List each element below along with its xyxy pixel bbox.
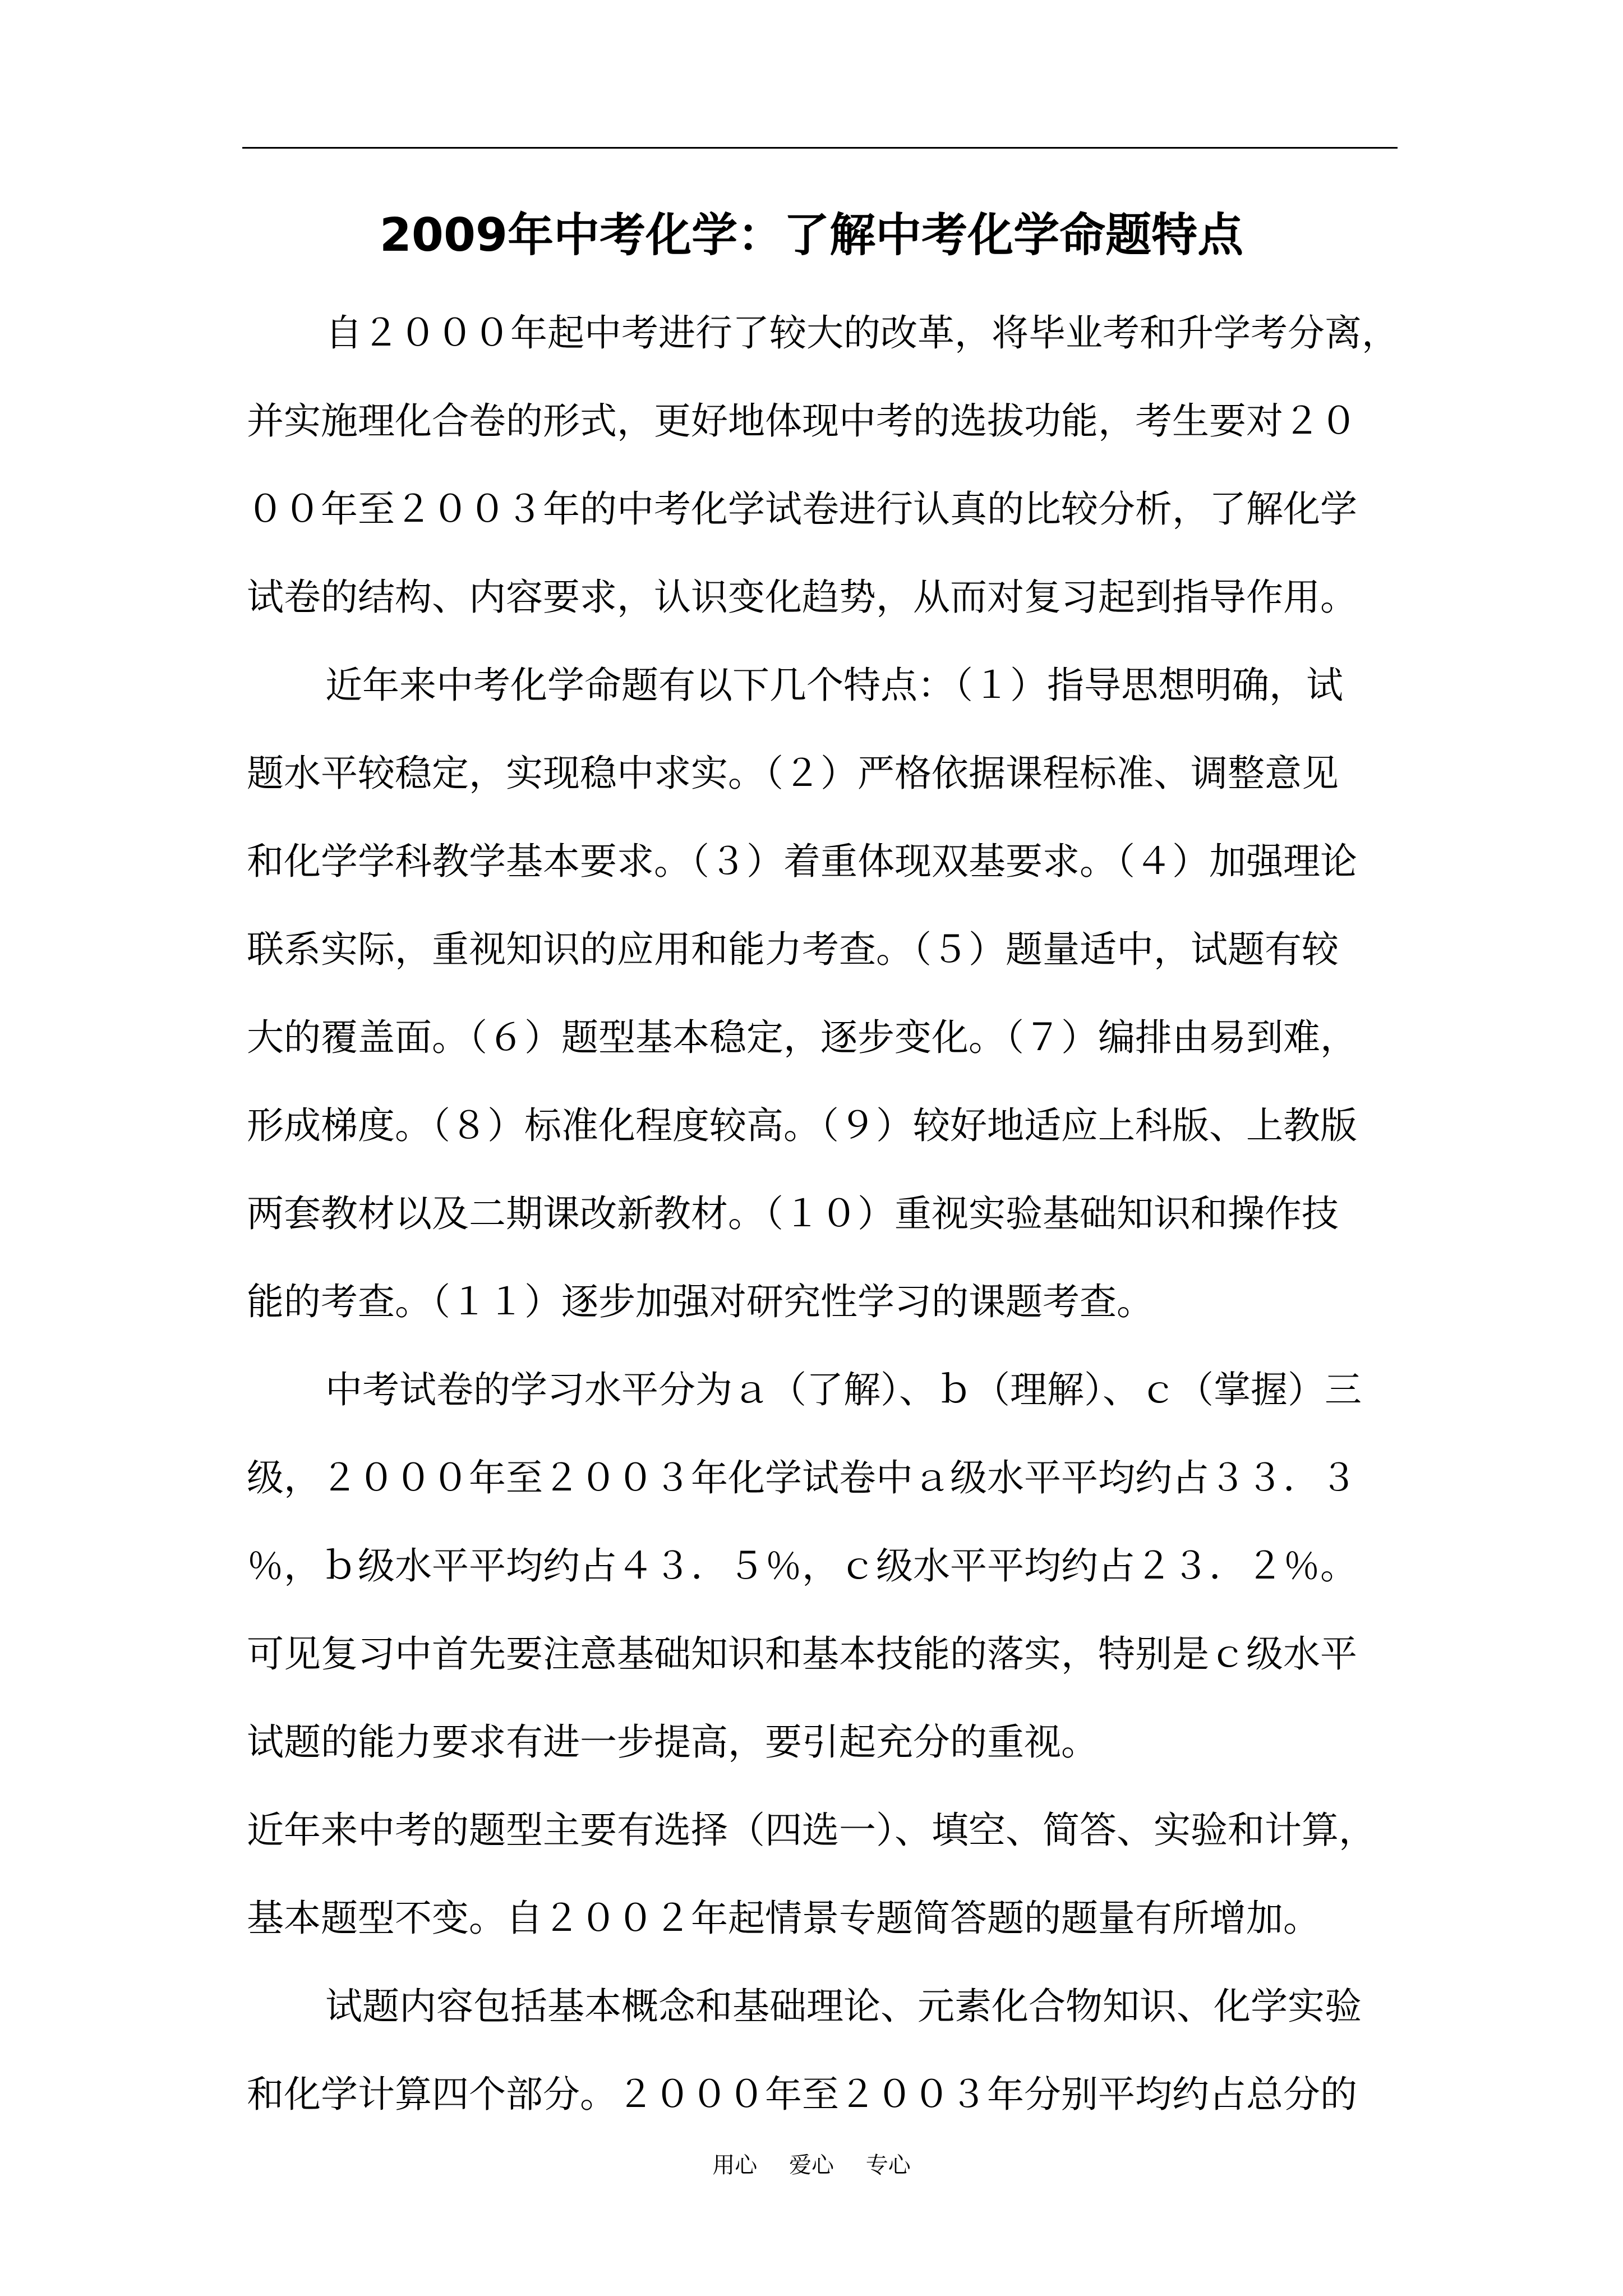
paragraph-line: ％，ｂ级水平平均约占４３．５％，ｃ级水平平均约占２３．２％。 (247, 1544, 1357, 1588)
footer-text: 用心 (712, 2152, 758, 2178)
paragraph-line: 和化学学科教学基本要求。（３）着重体现双基要求。（４）加强理论 (247, 840, 1357, 883)
paragraph-line: 两套教材以及二期课改新教材。（１０）重视实验基础知识和操作技 (247, 1192, 1339, 1235)
paragraph-line: ００年至２００３年的中考化学试卷进行认真的比较分析，了解化学 (247, 487, 1357, 531)
paragraph-line: 试卷的结构、内容要求，认识变化趋势，从而对复习起到指导作用。 (247, 576, 1357, 619)
paragraph-line: 形成梯度。（８）标准化程度较高。（９）较好地适应上科版、上教版 (247, 1104, 1357, 1147)
paragraph-line: 联系实际，重视知识的应用和能力考查。（５）题量适中，试题有较 (247, 928, 1339, 971)
paragraph-line: 试题的能力要求有进一步提高，要引起充分的重视。 (247, 1720, 1098, 1764)
paragraph-line: 自２０００年起中考进行了较大的改革，将毕业考和升学考分离， (325, 311, 1399, 355)
paragraph-line: 近年来中考的题型主要有选择（四选一）、填空、简答、实验和计算， (247, 1809, 1376, 1852)
paragraph-line: 近年来中考化学命题有以下几个特点：（１）指导思想明确，试 (325, 664, 1343, 707)
paragraph-line: 试题内容包括基本概念和基础理论、元素化合物知识、化学实验 (325, 1985, 1362, 2028)
paragraph-line: 并实施理化合卷的形式，更好地体现中考的选拔功能，考生要对２０ (247, 399, 1357, 443)
article-body (247, 289, 1408, 2138)
paragraph-line: 中考试卷的学习水平分为ａ（了解）、ｂ（理解）、ｃ（掌握）三 (325, 1368, 1362, 1411)
page-footer (0, 2148, 1623, 2182)
paragraph-line: 基本题型不变。自２００２年起情景专题简答题的题量有所增加。 (247, 1897, 1320, 1940)
paragraph-line: 能的考查。（１１）逐步加强对研究性学习的课题考查。 (247, 1280, 1154, 1323)
paragraph-line: 和化学计算四个部分。２０００年至２００３年分别平均约占总分的 (247, 2073, 1357, 2116)
footer-text: 爱心 (789, 2152, 834, 2178)
footer-text: 专心 (865, 2152, 911, 2178)
header-rule (242, 147, 1398, 149)
page-title: 2009年中考化学：了解中考化学命题特点 (379, 209, 1244, 262)
paragraph-line: 题水平较稳定，实现稳中求实。（２）严格依据课程标准、调整意见 (247, 752, 1339, 795)
paragraph-line: 可见复习中首先要注意基础知识和基本技能的落实，特别是ｃ级水平 (247, 1632, 1357, 1676)
paragraph-line: 大的覆盖面。（６）题型基本稳定，逐步变化。（７）编排由易到难， (247, 1016, 1357, 1059)
paragraph-line: 级，２０００年至２００３年化学试卷中ａ级水平平均约占３３．３ (247, 1456, 1357, 1499)
